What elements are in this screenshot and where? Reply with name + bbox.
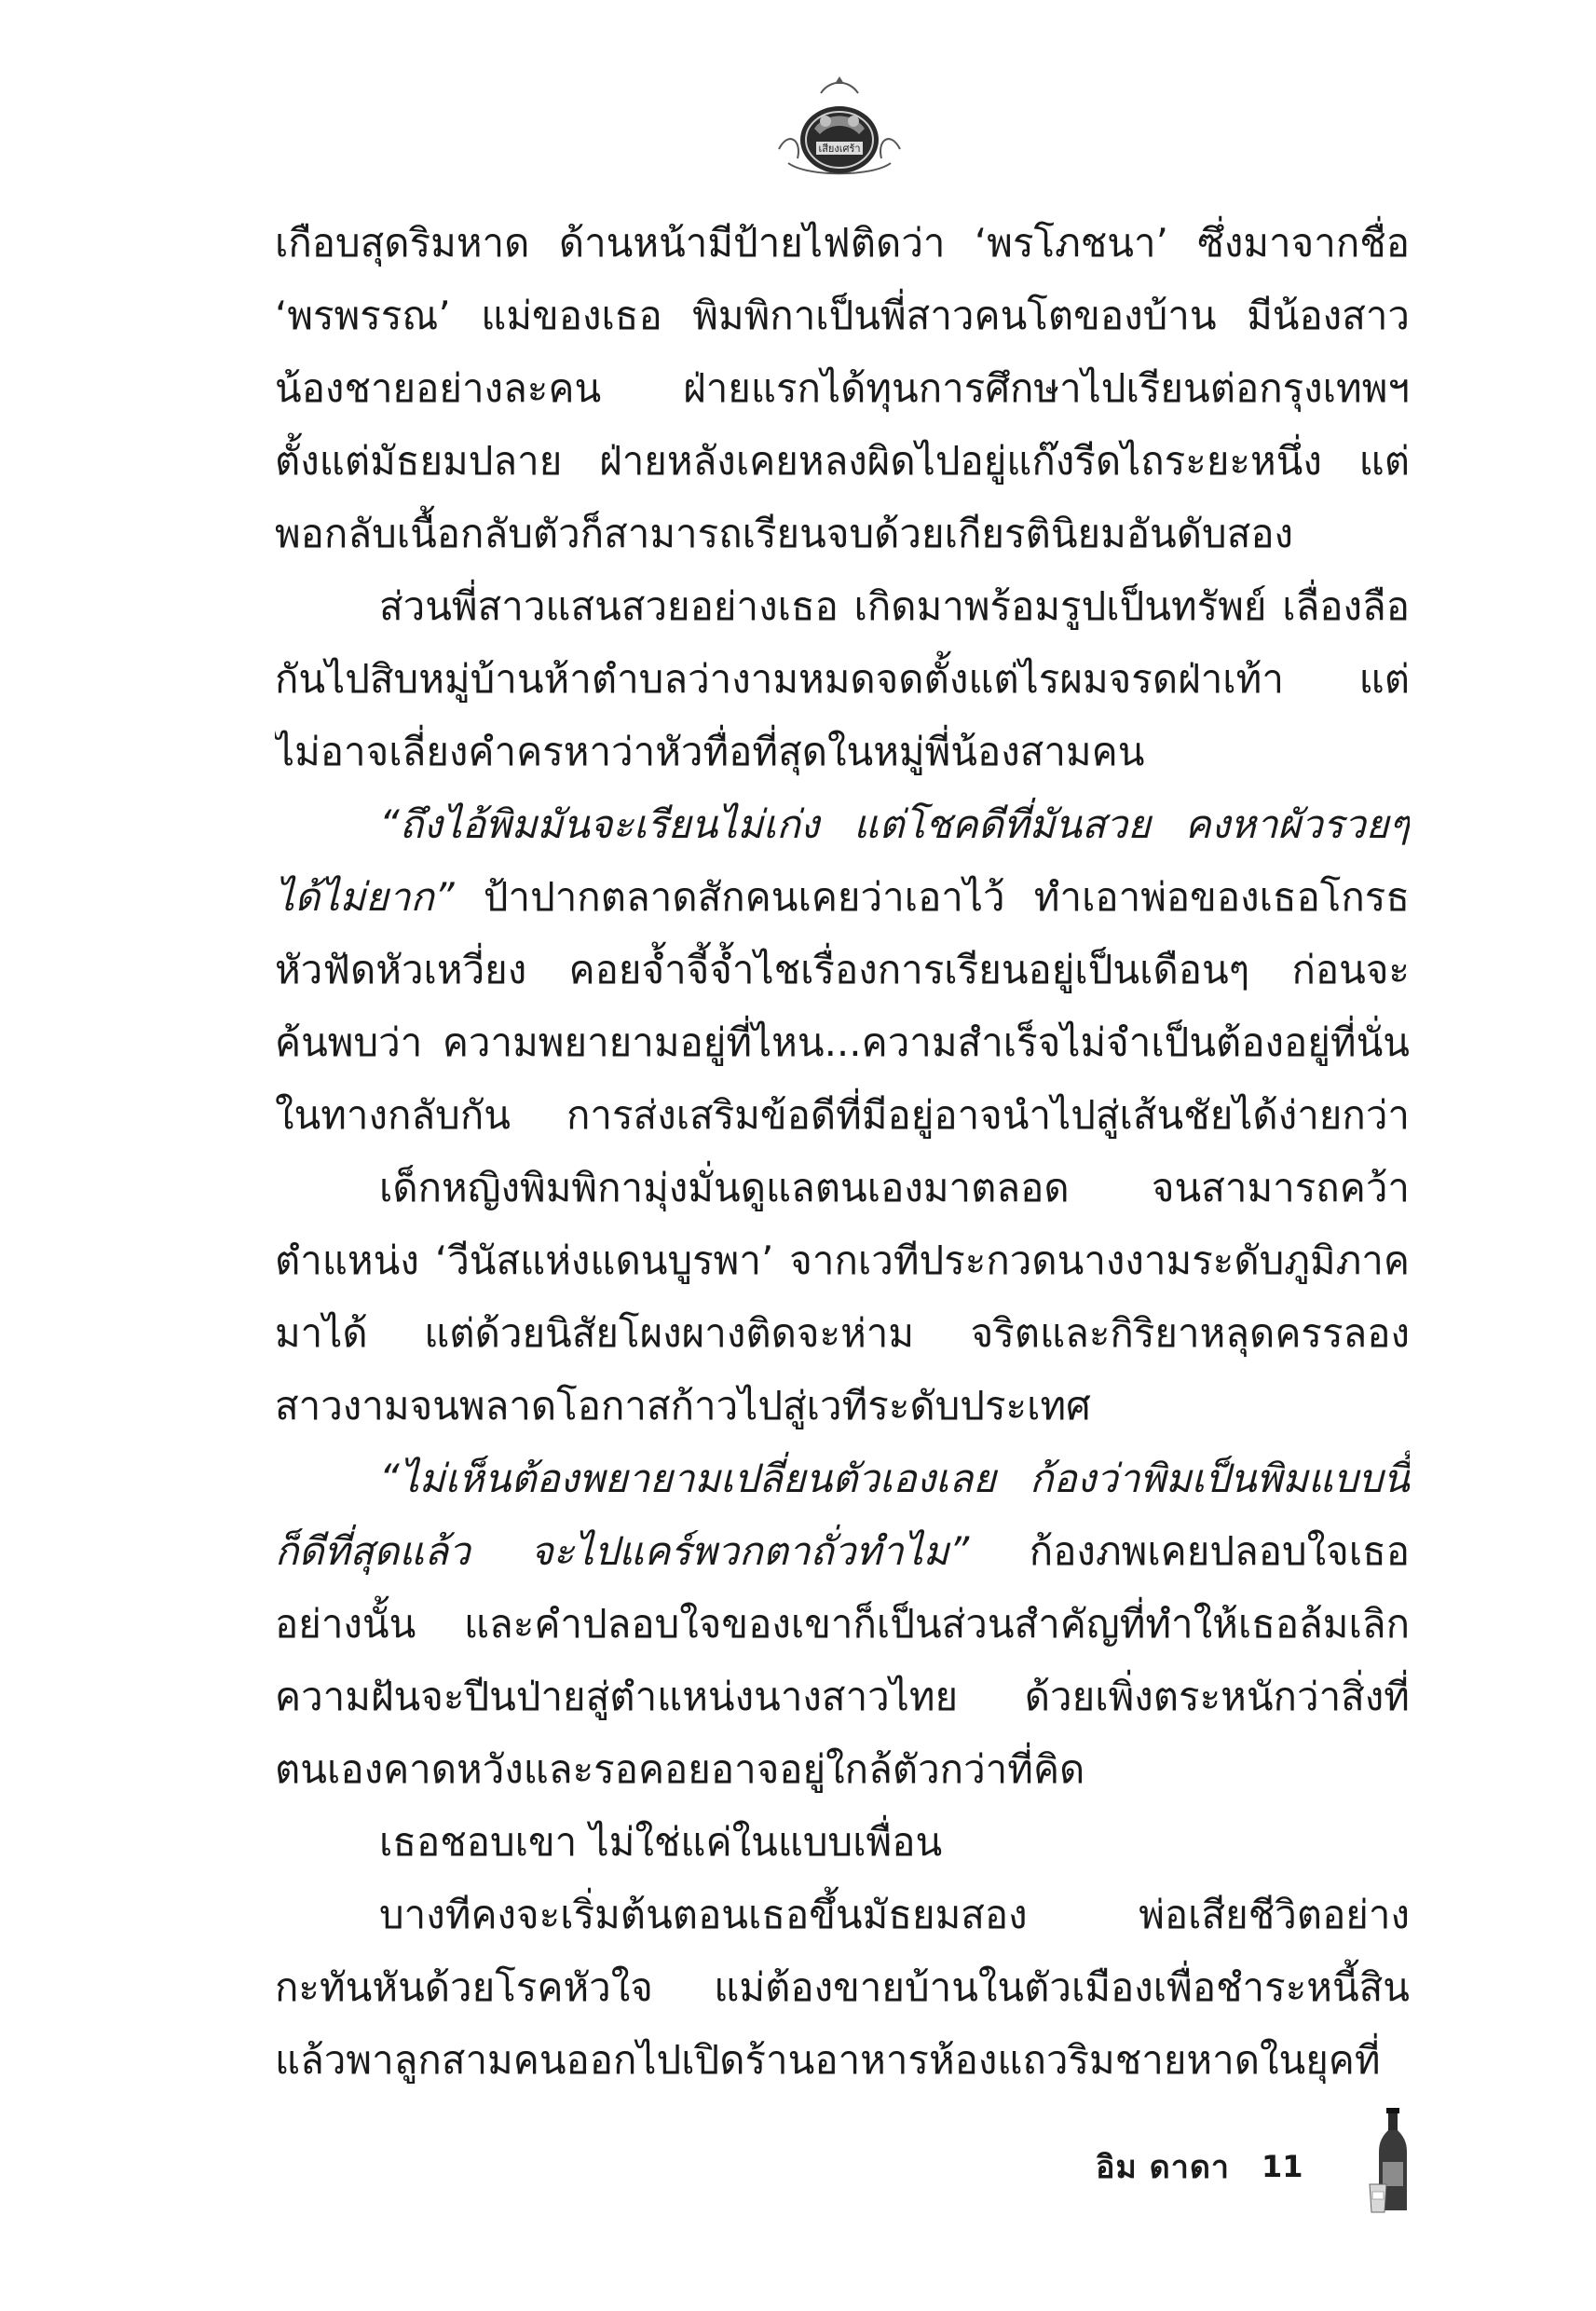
text-line: แล้วพาลูกสามคนออกไปเปิดร้านอาหารห้องแถวริมชายหาดในยุคที่ [275,2037,1381,2083]
text-line [275,861,1410,934]
text-line: เกือบสุดริมหาด ด้านหน้ามีป้ายไฟติดว่า ‘พรโภชนา’ ซึ่งมาจากชื่อ [275,220,1410,266]
text-line: ตนเองคาดหวังและรอคอยอาจอยู่ใกล้ตัวกว่าที่คิด [275,1746,1085,1792]
dialogue-fragment: ได้ไม่ยาก” [275,874,455,920]
text-line: เธอชอบเขา ไม่ใช่แค่ในแบบเพื่อน [379,1819,943,1865]
narration-fragment: ป้าปากตลาดสักคนเคยว่าเอาไว้ ทำเอาพ่อของเธอโกรธ [454,874,1410,920]
text-line: อย่างนั้น และคำปลอบใจของเขาก็เป็นส่วนสำคัญที่ทำให้เธอล้มเลิก [275,1601,1410,1647]
text-line: ในทางกลับกัน การส่งเสริมข้อดีที่มีอยู่อาจนำไปสู่เส้นชัยได้ง่ายกว่า [275,1092,1410,1138]
text-line: ตำแหน่ง ‘วีนัสแห่งแดนบูรพา’ จากเวทีประกวดนางงามระดับภูมิภาค [275,1238,1410,1283]
text-line: สาวงามจนพลาดโอกาสก้าวไปสู่เวทีระดับประเทศ [275,1383,1091,1429]
text-line: ‘พรพรรณ’ แม่ของเธอ พิมพิกาเป็นพี่สาวคนโตของบ้าน มีน้องสาว [275,293,1410,338]
dialogue-fragment: ก็ดีที่สุดแล้ว จะไปแคร์พวกตาถั่วทำไม” [275,1528,970,1574]
dialogue-line: “ถึงไอ้พิมมันจะเรียนไม่เก่ง แต่โชคดีที่มันสวย คงหาผัวรวยๆ [379,801,1410,847]
text-line: เด็กหญิงพิมพิกามุ่งมั่นดูแลตนเองมาตลอด จนสามารถคว้า [379,1165,1410,1210]
text-line: ความฝันจะปีนป่ายสู่ตำแหน่งนางสาวไทย ด้วยเพิ่งตระหนักว่าสิ่งที่ [275,1674,1410,1719]
body-text [275,207,1410,2097]
vintage-crest-emblem-icon [770,75,909,185]
text-line: กันไปสิบหมู่บ้านห้าตำบลว่างามหมดจดตั้งแต่ไรผมจรดฝ่าเท้า แต่ [275,656,1410,702]
page-number: 11 [1262,2149,1303,2184]
text-line: ตั้งแต่มัธยมปลาย ฝ่ายหลังเคยหลงผิดไปอยู่แก๊งรีดไถระยะหนึ่ง แต่ [275,438,1410,484]
text-line: มาได้ แต่ด้วยนิสัยโผงผางติดจะห่าม จริตและกิริยาหลุดครรลอง [275,1310,1410,1356]
text-line: ค้นพบว่า ความพยายามอยู่ที่ไหน...ความสำเร็จไม่จำเป็นต้องอยู่ที่นั่น [275,1019,1410,1065]
text-line: หัวฟัดหัวเหวี่ยง คอยจ้ำจี้จ้ำไชเรื่องการเรียนอยู่เป็นเดือนๆ ก่อนจะ [275,947,1410,992]
dialogue-line: “ไม่เห็นต้องพยายามเปลี่ยนตัวเองเลย ก้องว่าพิมเป็นพิมแบบนี้ [379,1456,1410,1501]
author-name: อิม ดาดา [1096,2149,1231,2186]
text-line: บางทีคงจะเริ่มต้นตอนเธอขึ้นมัธยมสอง พ่อเสียชีวิตอย่าง [379,1892,1410,1937]
page-footer [1096,2134,1303,2199]
text-line: กะทันหันด้วยโรคหัวใจ แม่ต้องขายบ้านในตัวเมืองเพื่อชำระหนี้สิน [275,1964,1410,2010]
text-line [275,1515,1410,1588]
text-line: พอกลับเนื้อกลับตัวก็สามารถเรียนจบด้วยเกียรตินิยมอันดับสอง [275,511,1294,556]
text-line: ส่วนพี่สาวแสนสวยอย่างเธอ เกิดมาพร้อมรูปเป็นทรัพย์ เลื่องลือ [379,583,1410,629]
narration-fragment: ก้องภพเคยปลอบใจเธอ [969,1528,1410,1574]
bottle-and-glass-icon [1368,2106,1414,2218]
svg-text:เสียงเศร้า: เสียงเศร้า [818,143,861,155]
text-line: น้องชายอย่างละคน ฝ่ายแรกได้ทุนการศึกษาไปเรียนต่อกรุงเทพฯ [275,365,1410,411]
text-line: ไม่อาจเลี่ยงคำครหาว่าหัวทื่อที่สุดในหมู่พี่น้องสามคน [275,729,1145,774]
